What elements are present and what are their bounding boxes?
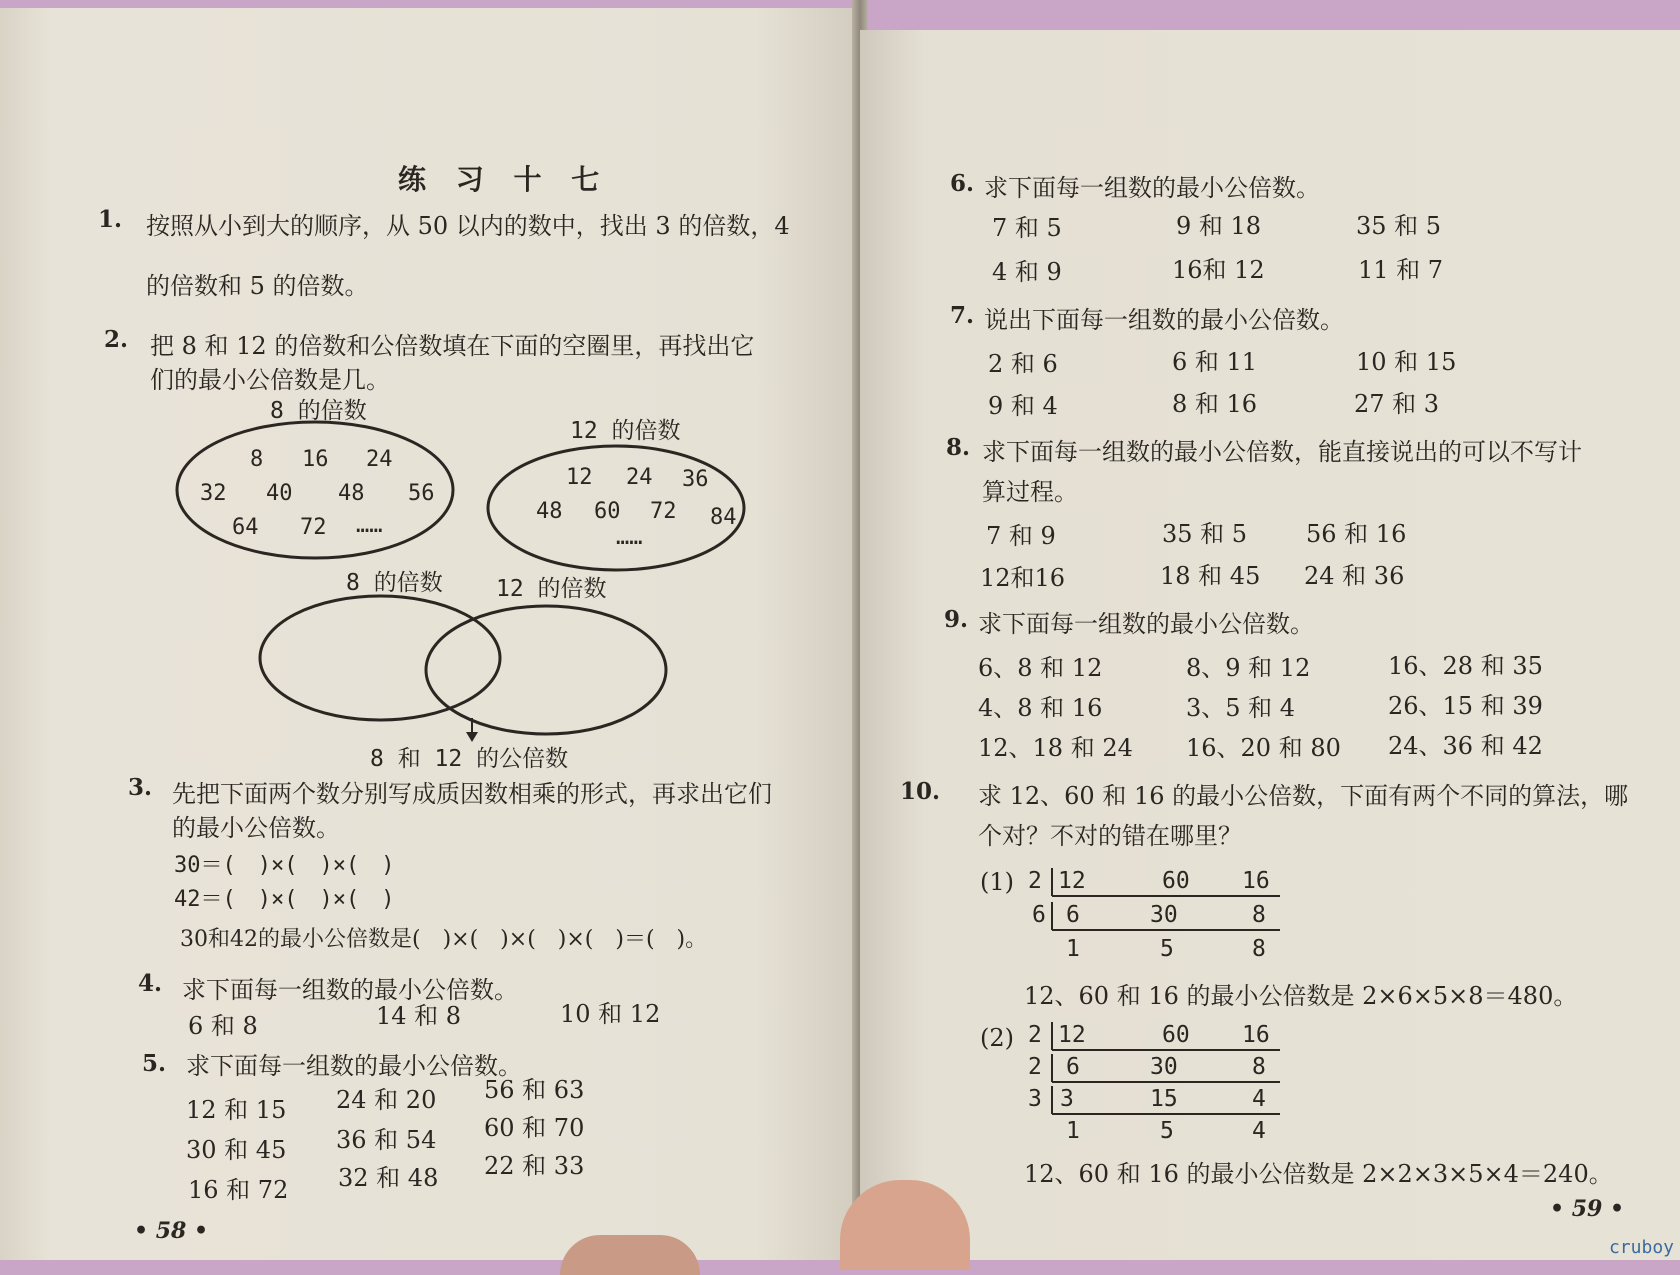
- q5-item: 22 和 33: [484, 1152, 585, 1180]
- q9-item: 3、5 和 4: [1186, 694, 1296, 722]
- q3-equation-42: 42＝( )×( )×( ): [174, 887, 395, 912]
- q7-number: 7.: [950, 302, 975, 329]
- q9-item: 24、36 和 42: [1388, 732, 1543, 760]
- q8-item: 18 和 45: [1160, 562, 1261, 590]
- set12-value: ……: [616, 525, 643, 550]
- set12-value: 36: [682, 467, 709, 492]
- m1-cell: 30: [1150, 902, 1178, 928]
- q8-item: 24 和 36: [1304, 562, 1405, 590]
- q7-item: 8 和 16: [1172, 390, 1258, 418]
- m2-cell: 60: [1162, 1022, 1190, 1048]
- q8-item: 7 和 9: [986, 522, 1056, 550]
- q9-item: 12、18 和 24: [978, 734, 1133, 762]
- set12-value: 60: [594, 499, 621, 524]
- q2-line1: 把 8 和 12 的倍数和公倍数填在下面的空圈里，再找出它: [150, 332, 755, 360]
- q6-number: 6.: [950, 170, 975, 197]
- q5-number: 5.: [142, 1050, 167, 1077]
- m1-cell: 5: [1160, 936, 1174, 962]
- m2-cell: 5: [1160, 1118, 1174, 1144]
- set8-value: 16: [302, 447, 329, 472]
- q9-item: 16、20 和 80: [1186, 734, 1341, 762]
- q7-item: 6 和 11: [1172, 348, 1258, 376]
- q4-text: 求下面每一组数的最小公倍数。: [182, 976, 518, 1004]
- set8-value: 8: [250, 447, 264, 472]
- q3-line2: 的最小公倍数。: [172, 814, 340, 842]
- venn-label-8: 8 的倍数: [346, 570, 443, 596]
- q5-item: 30 和 45: [186, 1136, 287, 1164]
- q9-number: 9.: [944, 606, 969, 633]
- q4-item: 14 和 8: [376, 1002, 462, 1030]
- m2-divisor: 2: [1028, 1022, 1042, 1048]
- set8-value: 56: [408, 481, 435, 506]
- method2-division-ladder: [1020, 1018, 1320, 1158]
- m1-cell: 60: [1162, 868, 1190, 894]
- q10-line1: 求 12、60 和 16 的最小公倍数，下面有两个不同的算法，哪: [978, 782, 1629, 810]
- q8-line1: 求下面每一组数的最小公倍数，能直接说出的可以不写计: [982, 438, 1582, 466]
- q1-number: 1.: [98, 206, 123, 233]
- q6-item: 35 和 5: [1356, 212, 1442, 240]
- q1-line2: 的倍数和 5 的倍数。: [146, 272, 369, 300]
- set8-value: 32: [200, 481, 227, 506]
- q9-text: 求下面每一组数的最小公倍数。: [978, 610, 1314, 638]
- m2-cell: 1: [1066, 1118, 1080, 1144]
- q5-item: 16 和 72: [188, 1176, 289, 1204]
- q6-item: 7 和 5: [992, 214, 1062, 242]
- m2-divisor: 3: [1028, 1086, 1042, 1112]
- q8-item: 35 和 5: [1162, 520, 1248, 548]
- label-multiples-of-12: 12 的倍数: [570, 418, 681, 444]
- q6-item: 4 和 9: [992, 258, 1062, 286]
- q9-item: 8、9 和 12: [1186, 654, 1311, 682]
- q6-text: 求下面每一组数的最小公倍数。: [984, 174, 1320, 202]
- m2-cell: 4: [1252, 1118, 1266, 1144]
- set12-value: 12: [566, 465, 593, 490]
- m2-cell: 8: [1252, 1054, 1266, 1080]
- q8-item: 56 和 16: [1306, 520, 1407, 548]
- q3-equation-30: 30＝( )×( )×( ): [174, 853, 395, 878]
- venn-label-12: 12 的倍数: [496, 576, 607, 602]
- q8-item: 12和16: [980, 564, 1066, 592]
- set12-value: 84: [710, 505, 737, 530]
- set8-value: ……: [356, 513, 383, 538]
- m1-cell: 1: [1066, 936, 1080, 962]
- m2-cell: 16: [1242, 1022, 1270, 1048]
- set12-value: 48: [536, 499, 563, 524]
- method1-label: (1): [980, 868, 1014, 896]
- m2-cell: 15: [1150, 1086, 1178, 1112]
- m1-cell: 8: [1252, 936, 1266, 962]
- set8-value: 64: [232, 515, 259, 540]
- q2-line2: 们的最小公倍数是几。: [150, 366, 390, 394]
- m1-cell: 16: [1242, 868, 1270, 894]
- right-page: [860, 30, 1680, 1260]
- q5-item: 12 和 15: [186, 1096, 287, 1124]
- method1-result: 12、60 和 16 的最小公倍数是 2×6×5×8＝480。: [1024, 982, 1578, 1010]
- q6-item: 16和 12: [1172, 256, 1265, 284]
- m1-cell: 8: [1252, 902, 1266, 928]
- q7-item: 9 和 4: [988, 392, 1058, 420]
- q5-item: 24 和 20: [336, 1086, 437, 1114]
- q1-line1: 按照从小到大的顺序，从 50 以内的数中，找出 3 的倍数，4: [146, 212, 790, 240]
- q5-item: 56 和 63: [484, 1076, 585, 1104]
- q3-equation-lcm: 30和42的最小公倍数是( )×( )×( )×( )＝( )。: [180, 927, 708, 952]
- q5-item: 32 和 48: [338, 1164, 439, 1192]
- method1-division-ladder: [1020, 862, 1320, 972]
- set12-value: 72: [650, 499, 677, 524]
- q5-item: 36 和 54: [336, 1126, 437, 1154]
- watermark: cruboy: [1608, 1237, 1674, 1258]
- q9-item: 6、8 和 12: [978, 654, 1103, 682]
- set12-value: 24: [626, 465, 653, 490]
- page-number-left: • 58 •: [134, 1218, 209, 1244]
- q9-item: 26、15 和 39: [1388, 692, 1543, 720]
- q4-number: 4.: [138, 970, 163, 997]
- multiples-figure: [170, 388, 770, 778]
- q6-item: 9 和 18: [1176, 212, 1262, 240]
- finger: [560, 1235, 700, 1275]
- q4-item: 6 和 8: [188, 1012, 258, 1040]
- m2-divisor: 2: [1028, 1054, 1042, 1080]
- q9-item: 4、8 和 16: [978, 694, 1103, 722]
- set8-value: 72: [300, 515, 327, 540]
- set8-value: 24: [366, 447, 393, 472]
- m2-cell: 4: [1252, 1086, 1266, 1112]
- m2-cell: 30: [1150, 1054, 1178, 1080]
- m1-cell: 12: [1058, 868, 1086, 894]
- set8-value: 48: [338, 481, 365, 506]
- q7-item: 10 和 15: [1356, 348, 1457, 376]
- m1-divisor: 6: [1032, 902, 1046, 928]
- left-page: [0, 8, 860, 1260]
- q5-item: 60 和 70: [484, 1114, 585, 1142]
- q7-item: 27 和 3: [1354, 390, 1440, 418]
- q7-text: 说出下面每一组数的最小公倍数。: [984, 306, 1344, 334]
- label-multiples-of-8: 8 的倍数: [270, 398, 367, 424]
- m1-divisor: 2: [1028, 868, 1042, 894]
- q2-number: 2.: [104, 326, 129, 353]
- q8-number: 8.: [946, 434, 971, 461]
- method2-result: 12、60 和 16 的最小公倍数是 2×2×3×5×4＝240。: [1024, 1160, 1613, 1188]
- method2-label: (2): [980, 1024, 1014, 1052]
- q9-item: 16、28 和 35: [1388, 652, 1543, 680]
- q10-line2: 个对？不对的错在哪里？: [978, 822, 1242, 850]
- q10-number: 10.: [900, 778, 941, 805]
- q3-line1: 先把下面两个数分别写成质因数相乘的形式，再求出它们: [172, 780, 772, 808]
- q3-number: 3.: [128, 774, 153, 801]
- m2-cell: 3: [1060, 1086, 1074, 1112]
- page-number-right: • 59 •: [1550, 1196, 1625, 1222]
- q4-item: 10 和 12: [560, 1000, 661, 1028]
- m1-cell: 6: [1066, 902, 1080, 928]
- set8-value: 40: [266, 481, 293, 506]
- q5-text: 求下面每一组数的最小公倍数。: [186, 1052, 522, 1080]
- q7-item: 2 和 6: [988, 350, 1058, 378]
- q8-line2: 算过程。: [982, 478, 1078, 506]
- m2-cell: 6: [1066, 1054, 1080, 1080]
- m2-cell: 12: [1058, 1022, 1086, 1048]
- exercise-title: 练 习 十 七: [398, 163, 610, 196]
- q6-item: 11 和 7: [1358, 256, 1444, 284]
- venn-common-label: 8 和 12 的公倍数: [370, 746, 569, 772]
